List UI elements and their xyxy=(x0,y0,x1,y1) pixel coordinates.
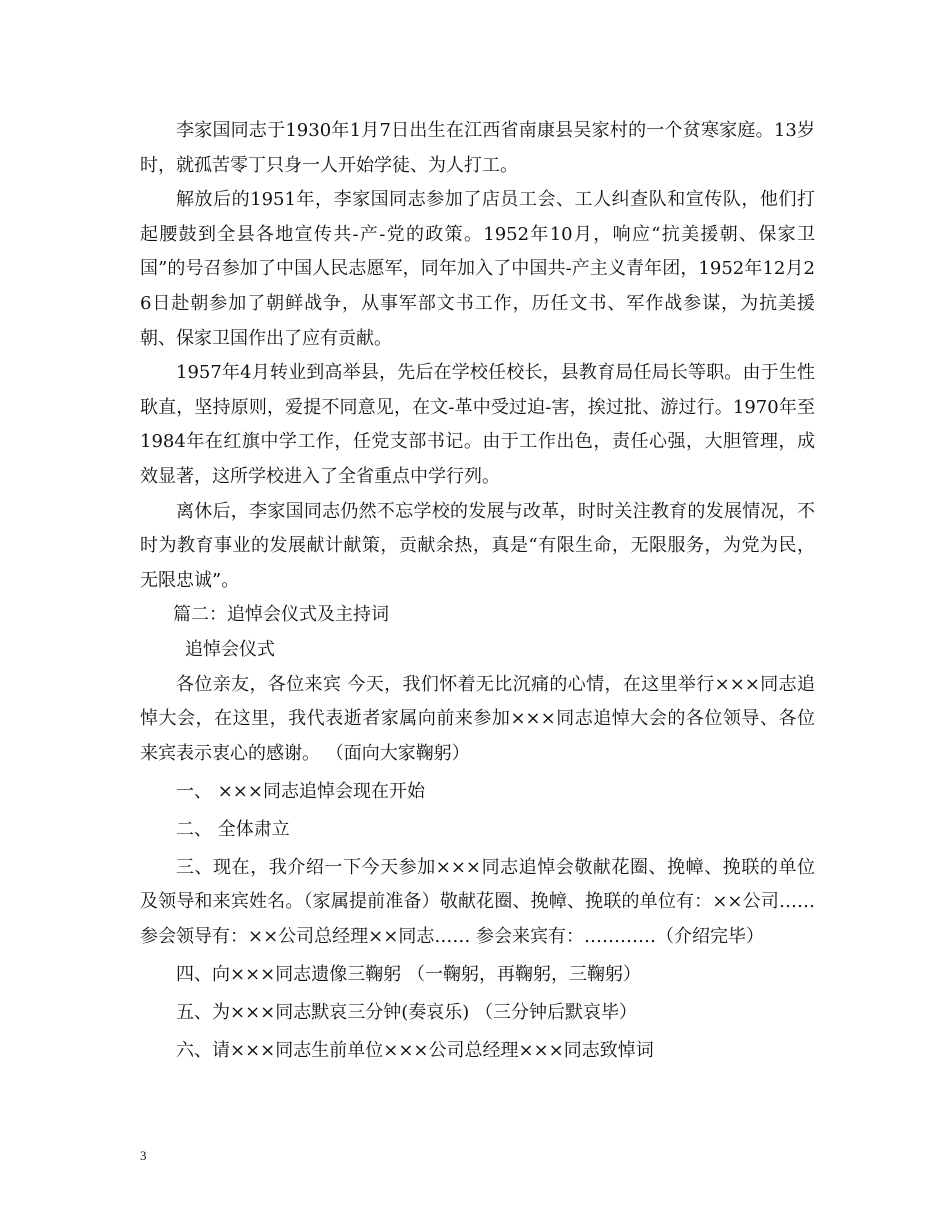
ceremony-item-4: 四、向×××同志遗像三鞠躬 （一鞠躬，再鞠躬，三鞠躬） xyxy=(176,963,641,985)
paragraph-biography-early-life: 李家国同志于1930年1月7日出生在江西省南康县吴家村的一个贫寒家庭。13岁时，就孤苦零丁只身一人开始学徒、为人打工。 xyxy=(140,120,815,176)
ceremony-item-2: 二、 全体肃立 xyxy=(176,818,290,840)
section-heading: 篇二：追悼会仪式及主持词 xyxy=(173,604,389,626)
paragraph-biography-education: 1957年4月转业到高举县，先后在学校任校长，县教育局任局长等职。由于生性耿直，坚持原则，爱提不同意见，在文-革中受过迫-害，挨过批、游过行。1970年至1984年在红旗中学工作，任党支部书记。由于工作出色，责任心强，大胆管理，成效显著，这所学校进入了全省重点中学行列。 xyxy=(140,362,815,487)
ceremony-item-3: 三、现在，我介绍一下今天参加×××同志追悼会敬献花圈、挽幛、挽联的单位及领导和来宾姓名。（家属提前准备）敬献花圈、挽幛、挽联的单位有：××公司…… 参会领导有：××公司总经理××同志…… 参会来宾有：…………（介绍完毕） xyxy=(140,856,815,947)
paragraph-biography-retirement: 离休后，李家国同志仍然不忘学校的发展与改革，时时关注教育的发展情况，不时为教育事业的发展献计献策，贡献余热，真是“有限生命，无限服务，为党为民，无限忠诚”。 xyxy=(140,500,815,591)
paragraph-ceremony-intro: 各位亲友，各位来宾 今天，我们怀着无比沉痛的心情，在这里举行×××同志追悼大会，在这里，我代表逝者家属向前来参加×××同志追悼大会的各位领导、各位来宾表示衷心的感谢。 （面向大家鞠躬） xyxy=(140,673,815,764)
ceremony-item-6: 六、请×××同志生前单位×××公司总经理×××同志致悼词 xyxy=(176,1039,654,1061)
sub-heading: 追悼会仪式 xyxy=(185,638,275,660)
ceremony-item-1: 一、 ×××同志追悼会现在开始 xyxy=(176,780,425,802)
paragraph-biography-military: 解放后的1951年，李家国同志参加了店员工会、工人纠查队和宣传队，他们打起腰鼓到全县各地宣传共-产-党的政策。1952年10月，响应“抗美援朝、保家卫国”的号召参加了中国人民志愿军，同年加入了中国共-产主义青年团，1952年12月26日赴朝参加了朝鲜战争，从事军部文书工作，历任文书、军作战参谋，为抗美援朝、保家卫国作出了应有贡献。 xyxy=(140,189,815,349)
document-body xyxy=(140,114,815,1068)
page-number: 3 xyxy=(140,1148,147,1163)
ceremony-item-5: 五、为×××同志默哀三分钟(奏哀乐) （三分钟后默哀毕） xyxy=(176,1001,638,1023)
